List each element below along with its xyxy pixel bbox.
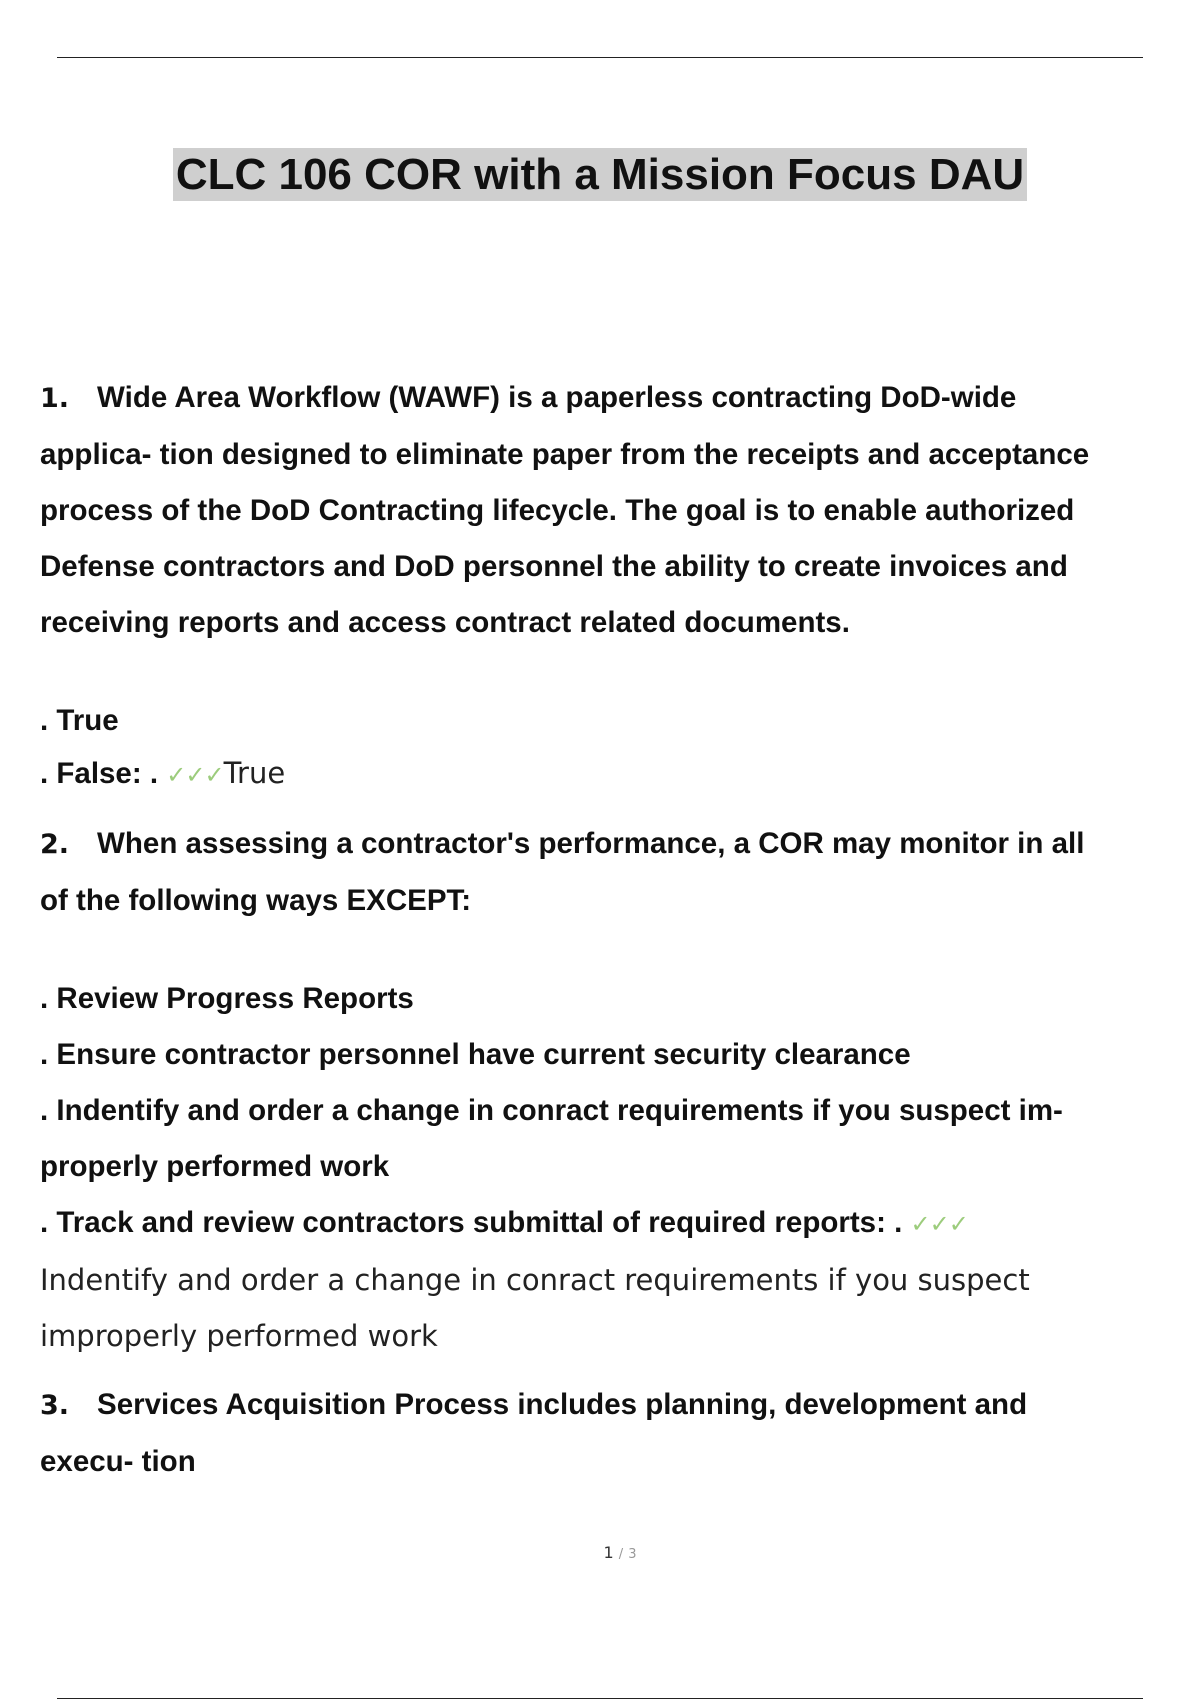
question-2-prompt: When assessing a contractor's performance, a COR may monitor in all of the following ways EXCEPT: <box>40 827 1085 917</box>
question-1-options <box>40 693 1190 803</box>
top-rule <box>57 57 1143 58</box>
question-1 <box>40 370 1190 803</box>
question-2-number: 2. <box>40 829 70 860</box>
question-2-option-4-label: . Track and review contractors submittal of required reports: . <box>40 1206 903 1239</box>
question-1-option-1: . True <box>40 704 119 737</box>
question-2 <box>40 816 1190 1364</box>
question-1-text <box>40 370 1190 651</box>
question-2-option-1: . Review Progress Reports <box>40 982 414 1015</box>
question-2-options <box>40 971 1190 1364</box>
page-separator: / <box>618 1547 624 1562</box>
question-1-answer: True <box>223 756 286 790</box>
question-3-prompt: Services Acquisition Process includes planning, development and execu- tion <box>40 1388 1028 1478</box>
page-current: 1 <box>603 1543 614 1562</box>
check-mark-icon: ✓✓✓ <box>910 1210 968 1238</box>
question-2-text <box>40 816 1190 929</box>
question-2-option-2: . Ensure contractor personnel have current security clearance <box>40 1038 911 1071</box>
question-2-answer: Indentify and order a change in conract requirements if you suspect improperly performed work <box>40 1263 1030 1353</box>
page-total: 3 <box>628 1547 637 1562</box>
document-title: CLC 106 COR with a Mission Focus DAU <box>173 148 1027 201</box>
question-1-option-2-label: . False: . <box>40 757 159 790</box>
question-3-text <box>40 1377 1190 1490</box>
question-3 <box>40 1377 1190 1490</box>
question-2-option-3: . Indentify and order a change in conract requirements if you suspect im- properly performed work <box>40 1094 1063 1183</box>
question-1-number: 1. <box>40 383 70 414</box>
title-container <box>0 148 1200 201</box>
question-1-option-2 <box>40 745 1190 803</box>
page-indicator <box>0 1543 1200 1562</box>
check-mark-icon: ✓✓✓ <box>166 761 224 789</box>
question-1-prompt: Wide Area Workflow (WAWF) is a paperless contracting DoD-wide applica- tion designed to eliminate paper from the receipts and acceptance process of the DoD Contracting lifecycle. The goal is to enable authorized Defense contractors and DoD personnel the ability to create invoices and receiving reports and access contract related documents. <box>40 381 1090 639</box>
question-list <box>40 370 1190 1490</box>
question-2-option-4 <box>40 1195 1190 1252</box>
bottom-rule <box>57 1698 1143 1699</box>
question-3-number: 3. <box>40 1390 70 1421</box>
